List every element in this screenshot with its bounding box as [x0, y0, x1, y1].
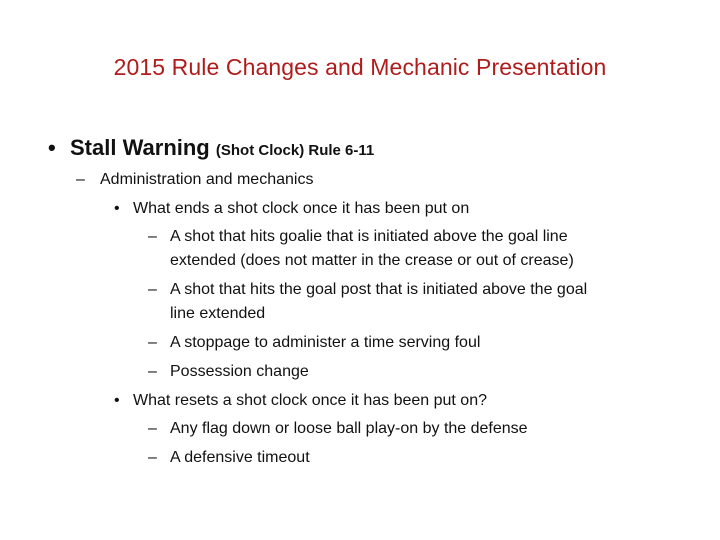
dash-marker: –	[148, 334, 157, 351]
dash-marker: –	[148, 281, 157, 298]
heading-bullet-line	[48, 135, 374, 161]
slide-title: 2015 Rule Changes and Mechanic Presentation	[113, 54, 607, 80]
list-item-text: A stoppage to administer a time serving foul	[170, 334, 481, 351]
list-item-ends-question	[114, 200, 469, 218]
list-item-end-2	[148, 281, 587, 299]
bullet-marker: •	[114, 200, 120, 217]
list-item-admin	[76, 171, 313, 189]
bullet-marker: •	[48, 135, 56, 160]
list-item-reset-2	[148, 449, 310, 467]
list-item-end-1	[148, 228, 568, 246]
list-item-text: A shot that hits goalie that is initiated above the goal line	[170, 228, 568, 245]
list-item-text: What ends a shot clock once it has been put on	[133, 200, 470, 217]
dash-marker: –	[76, 171, 85, 188]
list-item-text: What resets a shot clock once it has been put on?	[133, 392, 487, 409]
heading-sub: (Shot Clock) Rule 6-11	[215, 142, 375, 159]
dash-marker: –	[148, 420, 157, 437]
list-item-end-4	[148, 363, 309, 381]
heading-main: Stall Warning	[70, 135, 210, 160]
bullet-marker: •	[114, 392, 120, 409]
dash-marker: –	[148, 449, 157, 466]
list-item-text: A shot that hits the goal post that is initiated above the goal	[170, 281, 588, 298]
list-item-end-2-continued: line extended	[170, 305, 266, 322]
list-item-end-1-continued: extended (does not matter in the crease or out of crease)	[170, 252, 574, 269]
list-item-text: Possession change	[170, 363, 309, 380]
dash-marker: –	[148, 228, 157, 245]
list-item-end-3	[148, 334, 480, 352]
list-item-text: Any flag down or loose ball play-on by the defense	[170, 420, 528, 437]
list-item-resets-question	[114, 392, 487, 410]
dash-marker: –	[148, 363, 157, 380]
list-item-text: A defensive timeout	[170, 449, 310, 466]
list-item-reset-1	[148, 420, 528, 438]
list-item-text: Administration and mechanics	[100, 171, 314, 188]
